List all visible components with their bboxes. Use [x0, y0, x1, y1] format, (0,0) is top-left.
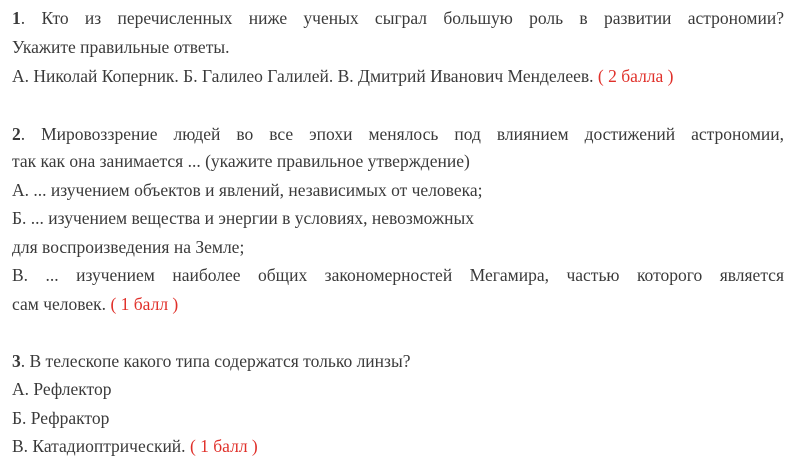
question-2-line-1 [12, 123, 784, 145]
question-3-option-a: А. Рефлектор [12, 379, 112, 399]
question-1-line-2: Укажите правильные ответы. [12, 37, 230, 57]
question-2-points: ( 1 балл ) [110, 294, 179, 314]
question-2-option-b: Б. ... изучением вещества и энергии в условиях, невозможных [12, 208, 474, 228]
question-3-option-b: Б. Рефрактор [12, 408, 110, 428]
question-1-options: А. Николай Коперник. Б. Галилео Галилей. В. Дмитрий Иванович Менделеев. [12, 66, 594, 86]
question-3-option-c-text: В. Катадиоптрический. [12, 436, 186, 456]
question-1-text: . Кто из перечисленных ниже ученых сыграл большую роль в развитии астрономии? [20, 8, 784, 28]
question-2-option-b-cont: для воспроизведения на Земле; [12, 237, 245, 257]
question-1-line-1 [12, 7, 784, 29]
question-1-answers [12, 65, 674, 87]
question-3-line-1 [12, 350, 410, 372]
question-2-option-c-end: сам человек. [12, 294, 107, 314]
question-2-number: 2 [12, 124, 21, 144]
question-1-points: ( 2 балла ) [597, 66, 674, 86]
question-3-text: . В телескопе какого типа содержатся только линзы? [20, 351, 411, 371]
question-2-text: . Мировоззрение людей во все эпохи менялось под влиянием достижений астрономии, [20, 124, 784, 144]
question-1-number: 1 [12, 8, 21, 28]
question-3-option-c [12, 435, 258, 457]
question-3-points: ( 1 балл ) [189, 436, 258, 456]
question-2-option-c: В. ... изучением наиболее общих закономерностей Мегамира, частью которого является [12, 265, 784, 285]
question-2-option-c-cont [12, 293, 178, 315]
question-2-option-a: А. ... изучением объектов и явлений, независимых от человека; [12, 180, 483, 200]
question-2-line-2: так как она занимается ... (укажите правильное утверждение) [12, 151, 470, 171]
question-3-number: 3 [12, 351, 21, 371]
